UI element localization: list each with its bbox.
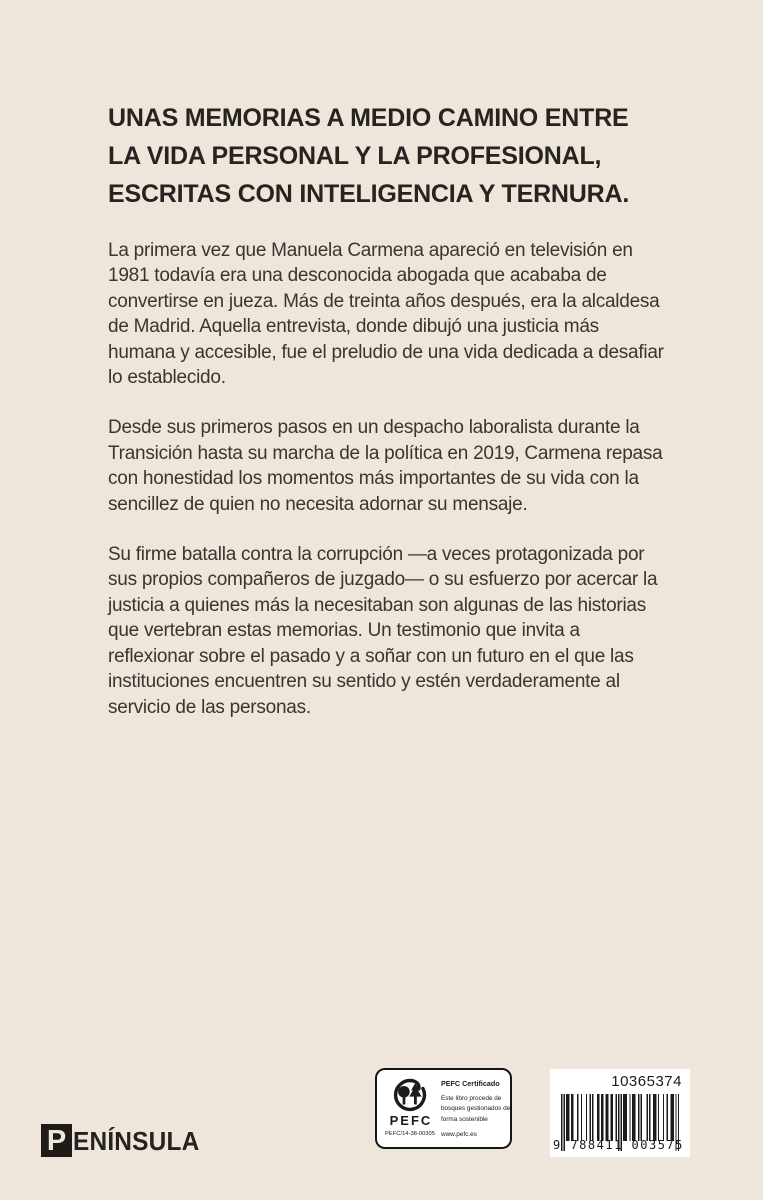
pefc-logo-column	[377, 1070, 435, 1147]
barcode-isbn-digits: 9 788411 003575	[553, 1138, 684, 1152]
headline-line: ESCRITAS CON INTELIGENCIA Y TERNURA.	[108, 180, 630, 208]
barcode-top-number: 10365374	[611, 1073, 682, 1090]
barcode-label	[550, 1069, 690, 1157]
pefc-certification-label	[375, 1068, 512, 1149]
synopsis-paragraph: La primera vez que Manuela Carmena apareció en televisión en 1981 todavía era una desconocida abogada que acababa de convertirse en jueza. Más de treinta años después, era la alcaldesa de Madrid. Aquella entrevista, donde dibujó una justicia más humana y accesible, fue el preludio de una vida dedicada a desafiar lo establecido.	[108, 240, 664, 389]
synopsis-paragraph: Su firme batalla contra la corrupción —a veces protagonizada por sus propios compañeros de juzgado— o su esfuerzo por acercar la justicia a quienes más la necesitaban son algunas de las historias que vertebran estas memorias. Un testimonio que invita a reflexionar sobre el pasado y a soñar con un futuro en el que las instituciones encuentren su sentido y estén verdaderamente al servicio de las personas.	[108, 544, 658, 718]
pefc-license-number: PEFC/14-38-00305	[385, 1131, 435, 1137]
pefc-wordmark: PEFC	[389, 1113, 433, 1128]
synopsis	[108, 238, 664, 745]
pefc-trees-icon	[391, 1076, 429, 1113]
pefc-description: Este libro procede de bosques gestionados de forma sostenible	[440, 1094, 511, 1123]
publisher-logo-text: ENÍNSULA	[73, 1126, 200, 1156]
headline-line: LA VIDA PERSONAL Y LA PROFESIONAL,	[108, 142, 602, 170]
pefc-text-column	[435, 1070, 515, 1147]
headline	[108, 99, 629, 213]
headline-line: UNAS MEMORIAS A MEDIO CAMINO ENTRE	[108, 104, 629, 132]
pefc-url: www.pefc.es	[440, 1131, 477, 1138]
publisher-logo-mark: P	[41, 1124, 72, 1157]
publisher-logo-peninsula	[41, 1124, 208, 1157]
synopsis-paragraph: Desde sus primeros pasos en un despacho laboralista durante la Transición hasta su marcha de la política en 2019, Carmena repasa con honestidad los momentos más importantes de su vida con la sencillez de quien no necesita adornar su mensaje.	[108, 417, 663, 515]
pefc-title: PEFC Certificado	[440, 1079, 500, 1088]
